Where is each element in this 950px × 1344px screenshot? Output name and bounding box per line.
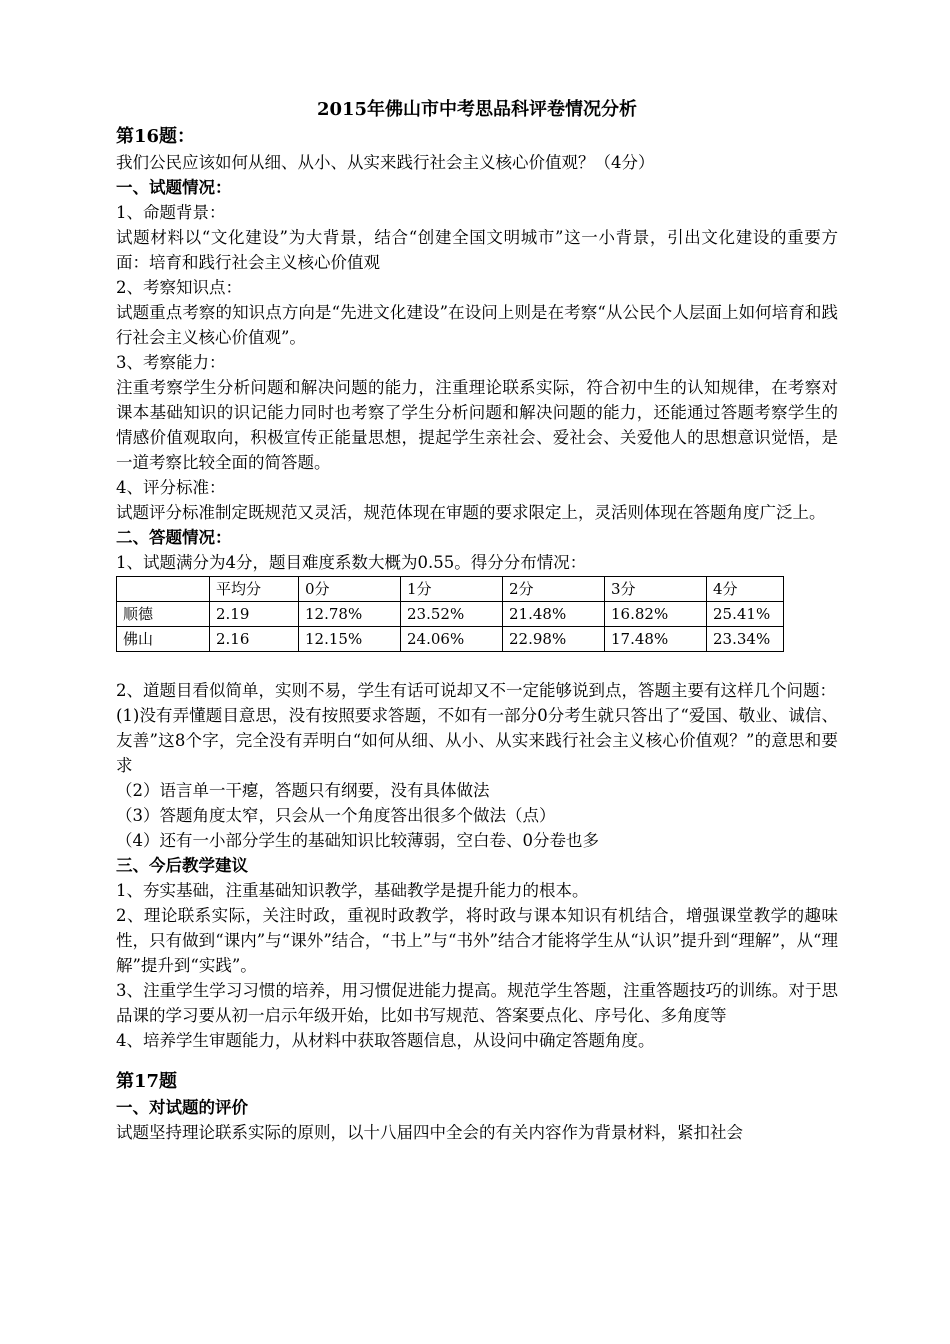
subsection-label: 4、评分标准： [116, 478, 226, 497]
problem-item: (1)没有弄懂题目意思，没有按照要求答题，不如有一部分0分考生就只答出了“爱国、敬业、诚信、友善”这8个字，完全没有弄明白“如何从细、从小、从实来践行社会主义核心价值观？”的意思和要求 [116, 706, 838, 775]
table-header-cell: 3分 [605, 577, 707, 602]
section-heading: 一、试题情况： [116, 178, 232, 197]
table-header-cell: 0分 [299, 577, 401, 602]
section-heading: 一、对试题的评价 [116, 1098, 248, 1117]
question-16-text: 我们公民应该如何从细、从小、从实来践行社会主义核心价值观？（4分） [116, 153, 655, 172]
table-header-cell: 1分 [401, 577, 503, 602]
suggestion-item: 4、培养学生审题能力，从材料中获取答题信息，从设问中确定答题角度。 [116, 1031, 655, 1050]
problem-item: （3）答题角度太窄，只会从一个角度答出很多个做法（点） [116, 806, 556, 825]
section-heading: 二、答题情况： [116, 528, 232, 547]
document-title: 2015年佛山市中考思品科评卷情况分析 [316, 99, 638, 120]
problem-item: （2）语言单一干瘪，答题只有纲要，没有具体做法 [116, 781, 490, 800]
subsection-label: 3、考察能力： [116, 353, 226, 372]
table-header-cell: 2分 [503, 577, 605, 602]
document-page [116, 96, 838, 1145]
paragraph: 试题重点考察的知识点方向是“先进文化建设”在设问上则是在考察“从公民个人层面上如何培育和践行社会主义核心价值观”。 [116, 303, 838, 347]
spacer [116, 652, 838, 678]
table-cell: 25.41% [707, 602, 784, 627]
table-header-cell [117, 577, 210, 602]
table-cell: 12.15% [299, 627, 401, 652]
spacer [116, 1053, 838, 1069]
paragraph: 注重考察学生分析问题和解决问题的能力，注重理论联系实际，符合初中生的认知规律，在考察对课本基础知识的识记能力同时也考察了学生分析问题和解决问题的能力，还能通过答题考察学生的情感价值观取向，积极宣传正能量思想，提起学生亲社会、爱社会、关爱他人的思想意识觉悟，是一道考察比较全面的简答题。 [116, 378, 838, 472]
table-cell: 24.06% [401, 627, 503, 652]
table-cell: 2.16 [210, 627, 299, 652]
table-cell: 23.52% [401, 602, 503, 627]
table-cell: 22.98% [503, 627, 605, 652]
suggestion-item: 2、理论联系实际，关注时政，重视时政教学，将时政与课本知识有机结合，增强课堂教学的趣味性，只有做到“课内”与“课外”结合，“书上”与“书外”结合才能将学生从“认识”提升到“理解”，从“理解”提升到“实践”。 [116, 906, 838, 975]
subsection-label: 1、命题背景： [116, 203, 226, 222]
score-distribution-table [116, 576, 784, 652]
table-header-cell: 平均分 [210, 577, 299, 602]
table-header-cell: 4分 [707, 577, 784, 602]
problem-item: （4）还有一小部分学生的基础知识比较薄弱，空白卷、0分卷也多 [116, 831, 599, 850]
paragraph: 2、道题目看似简单，实则不易，学生有话可说却又不一定能够说到点，答题主要有这样几个问题： [116, 681, 836, 700]
table-header-row [117, 577, 784, 602]
suggestion-item: 1、夯实基础，注重基础知识教学，基础教学是提升能力的根本。 [116, 881, 589, 900]
table-cell: 顺德 [117, 602, 210, 627]
question-16-heading: 第16题： [116, 126, 196, 147]
table-cell: 21.48% [503, 602, 605, 627]
question-17-heading: 第17题 [116, 1071, 178, 1092]
table-cell: 12.78% [299, 602, 401, 627]
table-cell: 2.19 [210, 602, 299, 627]
table-cell: 佛山 [117, 627, 210, 652]
table-row [117, 602, 784, 627]
paragraph: 1、试题满分为4分，题目难度系数大概为0.55。得分分布情况： [116, 553, 587, 572]
table-row [117, 627, 784, 652]
paragraph: 试题评分标准制定既规范又灵活，规范体现在审题的要求限定上，灵活则体现在答题角度广泛上。 [116, 503, 826, 522]
table-cell: 16.82% [605, 602, 707, 627]
suggestion-item: 3、注重学生学习习惯的培养，用习惯促进能力提高。规范学生答题，注重答题技巧的训练。对于思品课的学习要从初一启示年级开始，比如书写规范、答案要点化、序号化、多角度等 [116, 981, 838, 1025]
table-cell: 23.34% [707, 627, 784, 652]
table-cell: 17.48% [605, 627, 707, 652]
subsection-label: 2、考察知识点： [116, 278, 242, 297]
section-heading: 三、今后教学建议 [116, 856, 248, 875]
paragraph: 试题坚持理论联系实际的原则，以十八届四中全会的有关内容作为背景材料，紧扣社会 [116, 1123, 743, 1142]
paragraph: 试题材料以“文化建设”为大背景，结合“创建全国文明城市”这一小背景，引出文化建设的重要方面：培育和践行社会主义核心价值观 [116, 228, 838, 272]
